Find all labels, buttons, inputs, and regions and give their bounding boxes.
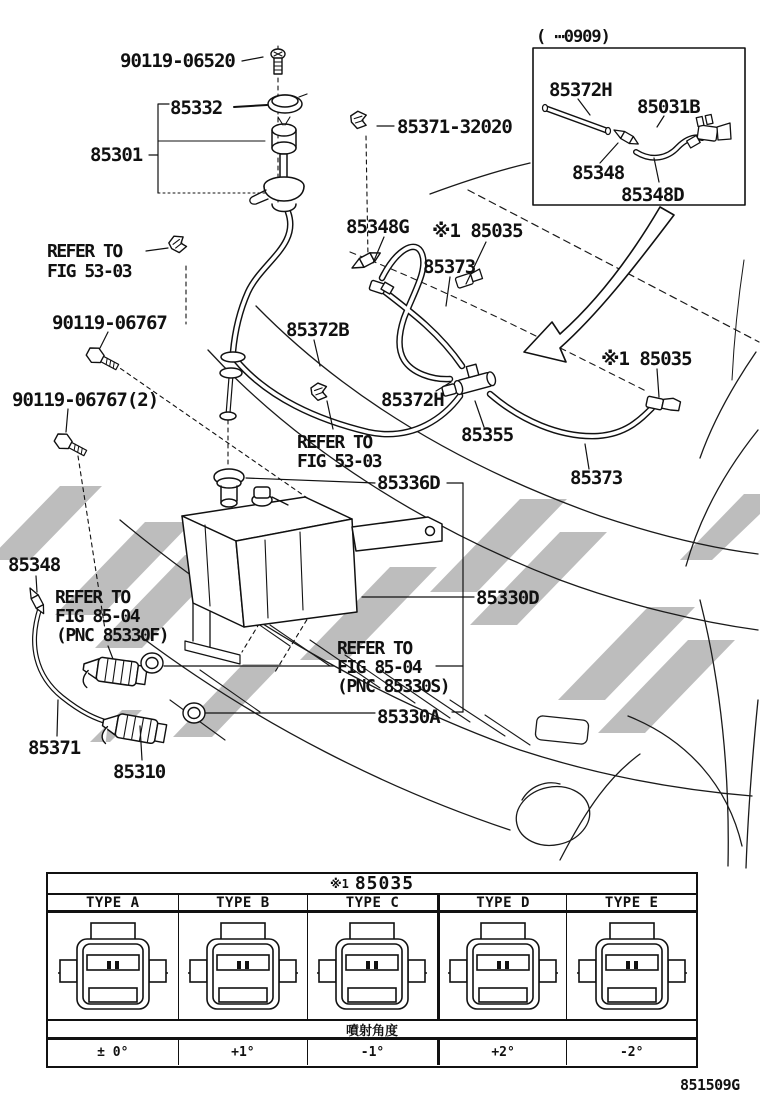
hose-85373-right <box>490 394 652 436</box>
clip-85371-32020-part <box>348 110 368 130</box>
grommet-85330A-part <box>183 703 205 723</box>
label-85372B: 85372B <box>286 319 349 341</box>
label-85355: 85355 <box>461 424 514 446</box>
type-c-label: TYPE C <box>345 895 400 910</box>
label-85371-32020: 85371-32020 <box>397 116 512 138</box>
type-e-drawing-cell <box>566 913 696 1019</box>
type-d-drawing-cell <box>437 913 567 1019</box>
page-code: 851509G <box>680 1076 740 1094</box>
screw-90119-06520-part <box>271 49 285 74</box>
nozzle-drawing-type-b <box>185 916 301 1016</box>
clip-refer-fig5303-b-part <box>309 382 329 402</box>
label-85310: 85310 <box>113 761 166 783</box>
spray-angle-label-row <box>48 1021 696 1040</box>
refer-fig8504-f-line1: REFER TO <box>55 587 130 608</box>
label-85336D: 85336D <box>377 472 440 494</box>
pointer-arrow <box>524 207 674 362</box>
nozzle-drawing-type-c <box>314 916 430 1016</box>
pump-85330F-part <box>81 655 148 695</box>
type-b-drawing-cell <box>178 913 308 1019</box>
refer-fig8504-s-line3: (PNC 85330S) <box>337 676 450 697</box>
clip-refer-fig5303-a-part <box>168 235 187 254</box>
label-85372H-inset: 85372H <box>549 79 612 101</box>
refer-fig8504-s-line1: REFER TO <box>337 638 412 659</box>
type-b-header <box>178 895 308 910</box>
type-c-drawing-cell <box>307 913 437 1019</box>
refer-fig5303-b-line2: FIG 53-03 <box>297 451 382 472</box>
label-85348-inset: 85348 <box>572 162 625 184</box>
table-type-row <box>48 895 696 913</box>
label-85035-right: ※1 85035 <box>601 348 692 370</box>
washer-tank-part <box>182 469 442 664</box>
table-header-row <box>48 874 696 895</box>
table-angles-row <box>48 1040 696 1065</box>
label-85371: 85371 <box>28 737 81 759</box>
grommet-85330S-part <box>141 653 163 673</box>
type-d-label: TYPE D <box>476 895 530 910</box>
label-85330A: 85330A <box>377 706 440 728</box>
label-85348-left: 85348 <box>8 554 61 576</box>
type-a-header <box>48 895 178 910</box>
type-e-header <box>566 895 696 910</box>
type-e-angle-cell <box>566 1040 696 1065</box>
table-header-note: ※1 <box>329 876 349 891</box>
type-c-angle: -1° <box>360 1045 385 1060</box>
type-a-drawing-cell <box>48 913 178 1019</box>
label-85330D: 85330D <box>476 587 539 609</box>
refer-fig8504-f-line2: FIG 85-04 <box>55 606 140 627</box>
type-a-label: TYPE A <box>86 895 140 910</box>
label-85348G: 85348G <box>346 216 409 238</box>
type-d-header <box>437 895 567 910</box>
type-e-label: TYPE E <box>604 895 659 910</box>
nozzle-drawing-type-d <box>445 916 561 1016</box>
label-85372H-main: 85372H <box>381 389 444 411</box>
label-85373-right: 85373 <box>570 467 623 489</box>
type-b-angle-cell <box>178 1040 308 1065</box>
label-85332: 85332 <box>170 97 223 119</box>
type-e-angle: -2° <box>619 1045 644 1060</box>
type-d-angle: +2° <box>491 1045 515 1060</box>
label-90119-06520: 90119-06520 <box>120 50 235 72</box>
label-90119-06767-2: 90119-06767(2) <box>12 389 159 411</box>
table-header-part-number: 85035 <box>354 873 415 894</box>
label-90119-06767: 90119-06767 <box>52 312 167 334</box>
table-drawings-row <box>48 913 696 1021</box>
spray-angle-label: 噴射角度 <box>345 1023 398 1039</box>
label-85373-left: 85373 <box>423 256 476 278</box>
cap-85332-part <box>268 94 307 113</box>
refer-fig5303-a-line2: FIG 53-03 <box>47 261 132 282</box>
inset-box-0909 <box>533 48 745 205</box>
label-85035-left: ※1 85035 <box>432 220 523 242</box>
bolt-90119-06767-part <box>84 344 121 374</box>
type-c-header <box>307 895 437 910</box>
label-85031B: 85031B <box>637 96 700 118</box>
type-a-angle-cell <box>48 1040 178 1065</box>
nozzle-drawing-type-e <box>574 916 690 1016</box>
type-d-angle-cell <box>437 1040 567 1065</box>
inset-caption: ( ⋯0909) <box>536 27 610 47</box>
refer-fig5303-a-line1: REFER TO <box>47 241 122 262</box>
refer-fig8504-f-line3: (PNC 85330F) <box>56 625 169 646</box>
bolt-90119-06767-2-part <box>52 430 89 460</box>
type-a-angle: ± 0° <box>97 1045 129 1060</box>
type-b-angle: +1° <box>231 1045 255 1060</box>
refer-fig5303-b-line1: REFER TO <box>297 432 372 453</box>
type-c-angle-cell <box>307 1040 437 1065</box>
refer-fig8504-s-line2: FIG 85-04 <box>337 657 422 678</box>
type-b-label: TYPE B <box>216 895 270 910</box>
label-85348D: 85348D <box>621 184 684 206</box>
nozzle-drawing-type-a <box>55 916 171 1016</box>
label-85301: 85301 <box>90 144 143 166</box>
nozzle-type-table <box>46 872 698 1068</box>
